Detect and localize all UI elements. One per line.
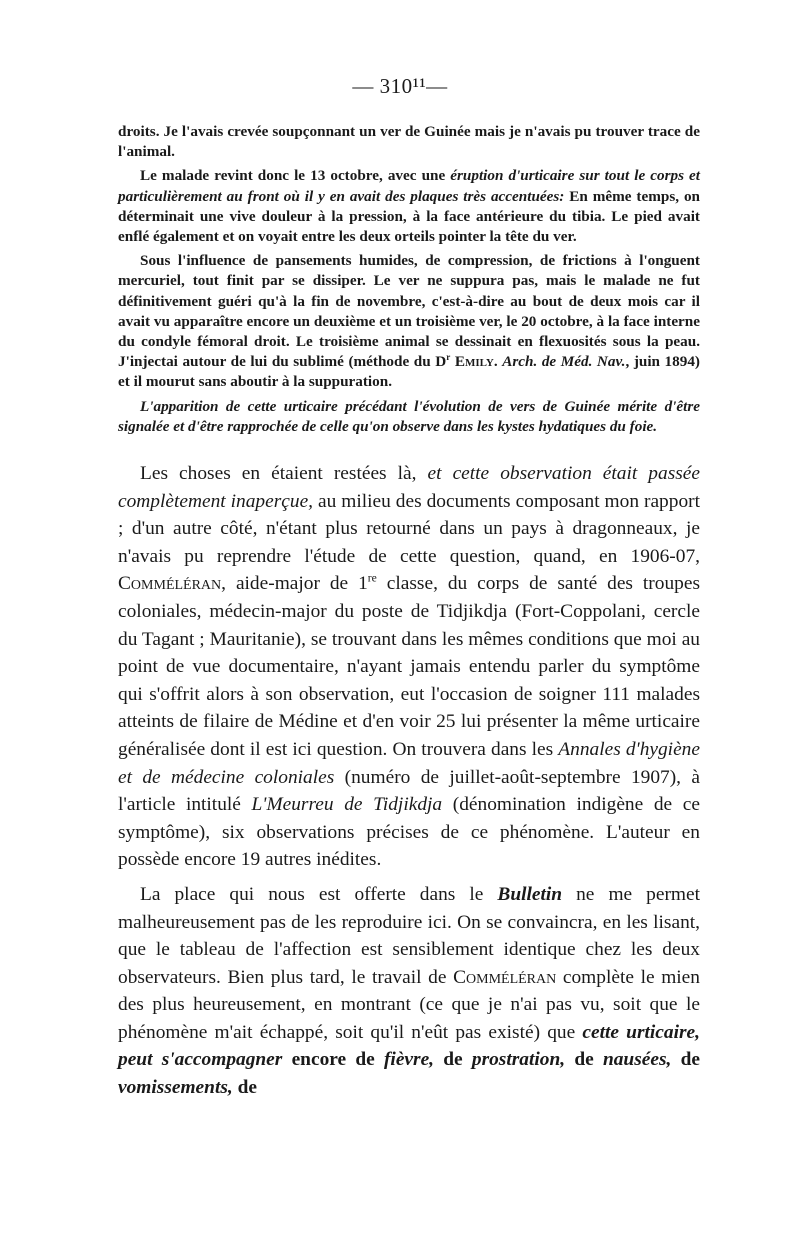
main-text — [118, 460, 700, 1102]
page-number: — 310¹¹— — [352, 74, 448, 98]
article-title: L'Meurreu de Tidjikdja — [251, 794, 443, 816]
small-paragraph-4: L'apparition de cette urticaire précédant l'évolution de vers de Guinée mérite d'être signalée et d'être rapprochée de celle qu'on observe dans les kystes hydatiques du foie. — [118, 397, 700, 435]
emphasis-eruption: éruption d'urticaire sur tout le corps et particulièrement au front où il y en avait des plaques très accentuées: — [118, 167, 700, 205]
quoted-observation — [118, 122, 700, 437]
author-name-commeleran: Comméléran — [118, 573, 222, 595]
journal-title-annales: Annales d'hygiène et de médecine coloniales — [118, 738, 700, 788]
journal-citation: Arch. de Méd. Nav. — [502, 353, 626, 371]
main-paragraph-1: Les choses en étaient restées là, et cette observation était passée complètement inaperçue, au milieu des documents composant mon rapport ; d'un autre côté, n'étant plus retourné dans un pays à dragonneaux, je n'avais pu reprendre l'étude de cette question, quand, en 1906-07, Comméléran, aide-major de 1re classe, du corps de santé des troupes coloniales, médecin-major du poste de Tidjikdja (Fort-Coppolani, cercle du Tagant ; Mauritanie), se trouvant dans les mêmes conditions que moi au point de vue documentaire, n'ayant jamais entendu parler du symptôme qui s'offrit alors à son observation, eut l'occasion de soigner 111 malades atteints de filaire de Médine et d'en voir 25 lui présenter la même urticaire généralisée dont il est ici question. On trouvera dans les Annales d'hygiène et de médecine coloniales (numéro de juillet-août-septembre 1907), à l'article intitulé L'Meurreu de Tidjikdja (dénomination indigène de ce symptôme), six observations précises de ce phénomène. L'auteur en possède encore 19 autres inédites. — [118, 463, 701, 871]
small-paragraph-1: droits. Je l'avais crevée soupçonnant un ver de Guinée mais je n'avais pu trouver trace de l'animal. — [118, 123, 700, 161]
main-paragraph-2: La place qui nous est offerte dans le Bulletin ne me permet malheureusement pas de les reproduire ici. On se convaincra, en les lisant, que le tableau de l'affection est sensiblement identique chez les deux observateurs. Bien plus tard, le travail de Comméléran complète le mien des plus heureusement, en montrant (ce que je n'ai pas vu, soit que le phénomène m'ait échappé, soit qu'il n'eût pas existé) que cette urticaire, peut s'accompagner encore de fièvre, de prostration, de nausées, de vomissements, de — [118, 883, 700, 1099]
small-paragraph-3: Sous l'influence de pansements humides, de compression, de frictions à l'onguent mercuriel, tout finit par se dissiper. Le ver ne suppura pas, mais le malade ne fut définitivement guéri qu'à la fin de novembre, c'est-à-dire au bout de deux mois car il avait vu apparaître encore un deuxième et un troisième ver, le 20 octobre, à la face interne du condyle fémoral droit. Le troisième animal se dessinait en flexuosités sous la peau. J'injectai autour de lui du sublimé (méthode du $D^r$ Emily. Arch. de Méd. Nav., juin 1894) et il mourut sans aboutir à la suppuration. — [118, 252, 700, 391]
author-name-emily: Emily — [454, 353, 494, 371]
author-name-commeleran-2: Comméléran — [453, 966, 557, 988]
small-paragraph-2: Le malade revint donc le 13 octobre, avec une éruption d'urticaire sur tout le corps et particulièrement au front où il y en avait des plaques très accentuées: En même temps, on déterminait une vive douleur à la pression, à la face antérieure du tibia. Le pied avait enflé également et on voyait entre les deux orteils pointer la tête du ver. — [118, 167, 700, 246]
bulletin-title: Bulletin — [497, 883, 563, 905]
